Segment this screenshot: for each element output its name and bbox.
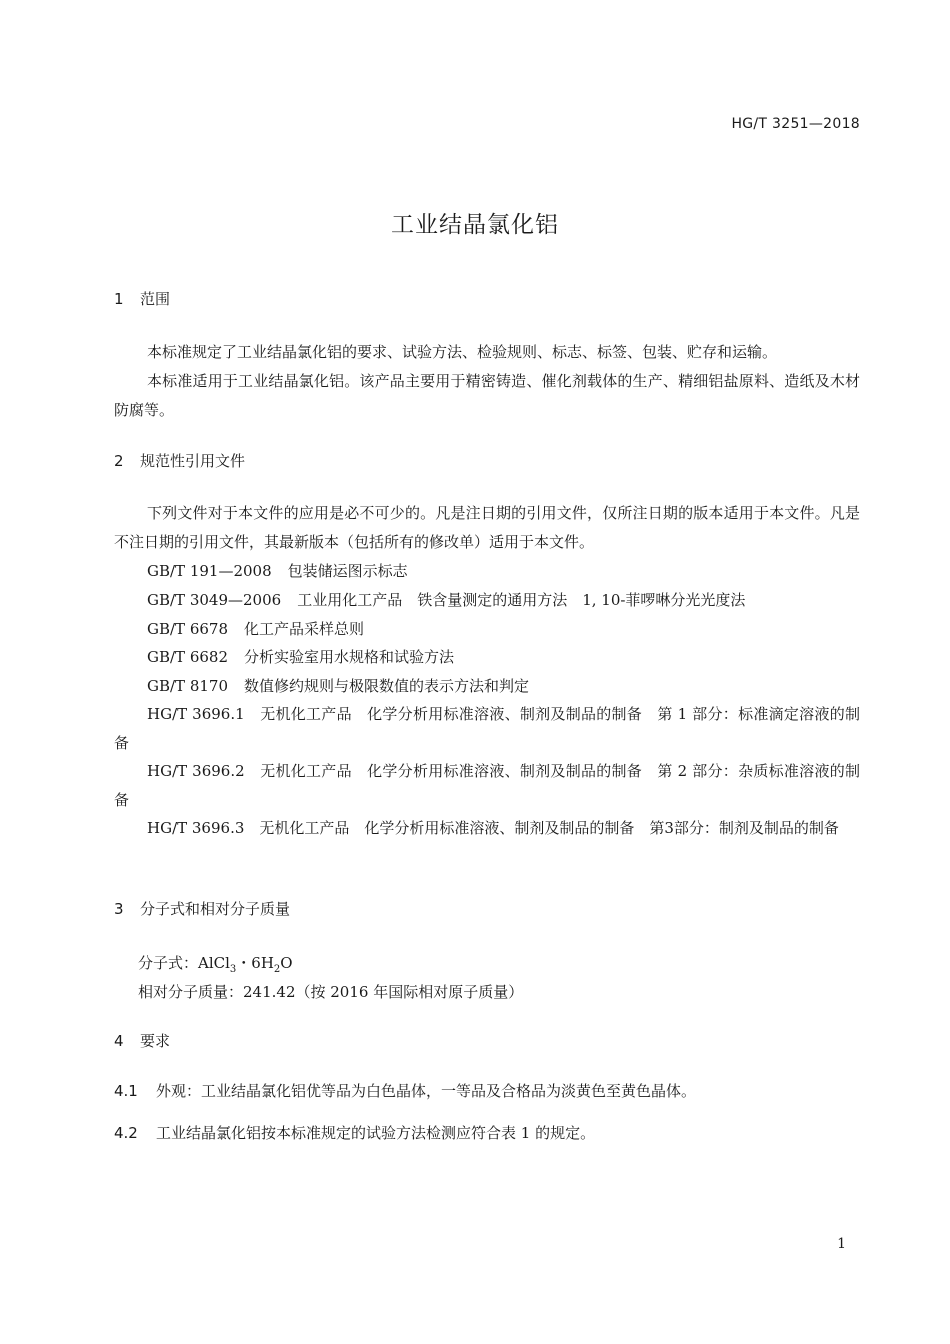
scope-paragraph-1: 本标准规定了工业结晶氯化铝的要求、试验方法、检验规则、标志、标签、包装、贮存和运输。 <box>147 343 778 361</box>
reference-code: GB/T 6682 <box>147 648 229 666</box>
scope-paragraph-2: 本标准适用于工业结晶氯化铝。该产品主要用于精密铸造、催化剂载体的生产、精细铝盐原料、造纸及木材防腐等。 <box>114 372 860 419</box>
reference-item-hg-3696-2: HG/T 3696.2 无机化工产品 化学分析用标准溶液、制剂及制品的制备 第 2 部分：杂质标准溶液的制备 <box>114 762 860 809</box>
reference-item <box>147 618 364 639</box>
section-number: 4 <box>114 1032 124 1050</box>
section-1-heading <box>114 288 170 309</box>
reference-title: 化工产品采样总则 <box>244 620 365 638</box>
reference-item <box>147 589 745 610</box>
document-code: HG/T 3251—2018 <box>731 116 860 132</box>
clause-number: 4.1 <box>114 1082 138 1100</box>
reference-title: 数值修约规则与极限数值的表示方法和判定 <box>244 677 530 695</box>
formula-label: 分子式： <box>138 954 199 972</box>
section-title: 分子式和相对分子质量 <box>140 900 291 918</box>
clause-number: 4.2 <box>114 1124 138 1142</box>
relative-molecular-mass: 相对分子质量：241.42（按 2016 年国际相对原子质量） <box>138 983 524 1001</box>
reference-item-hg-3696-3: HG/T 3696.3 无机化工产品 化学分析用标准溶液、制剂及制品的制备 第3部分：制剂及制品的制备 <box>147 819 839 837</box>
formula-subscript: 3 <box>229 964 237 975</box>
page-number: 1 <box>837 1236 846 1252</box>
reference-title: 工业用化工产品 铁含量测定的通用方法 1, 10-菲啰啉分光光度法 <box>297 591 746 609</box>
formula-part: ・6H <box>236 954 274 972</box>
references-intro: 下列文件对于本文件的应用是必不可少的。凡是注日期的引用文件，仅所注日期的版本适用于本文件。凡是不注日期的引用文件，其最新版本（包括所有的修改单）适用于本文件。 <box>114 504 860 551</box>
document-title: 工业结晶氯化铝 <box>391 212 559 238</box>
clause-text: 工业结晶氯化铝按本标准规定的试验方法检测应符合表 1 的规定。 <box>156 1124 596 1142</box>
reference-item <box>147 675 529 696</box>
formula-subscript: 2 <box>273 964 281 975</box>
section-number: 2 <box>114 452 124 470</box>
section-3-heading <box>114 898 290 919</box>
section-4-heading <box>114 1030 170 1051</box>
formula-part: O <box>280 954 293 972</box>
molecular-formula <box>138 952 293 975</box>
section-number: 1 <box>114 290 124 308</box>
reference-code: GB/T 6678 <box>147 620 229 638</box>
section-title: 范围 <box>140 290 171 308</box>
reference-title: 分析实验室用水规格和试验方法 <box>244 648 455 666</box>
section-2-heading <box>114 450 245 471</box>
reference-item <box>147 560 408 581</box>
reference-title: 包装储运图示标志 <box>287 562 408 580</box>
section-number: 3 <box>114 900 124 918</box>
reference-code: GB/T 3049—2006 <box>147 591 282 609</box>
clause-text: 外观：工业结晶氯化铝优等品为白色晶体，一等品及合格品为淡黄色至黄色晶体。 <box>156 1082 697 1100</box>
reference-item <box>147 646 454 667</box>
section-title: 规范性引用文件 <box>140 452 246 470</box>
reference-code: GB/T 191—2008 <box>147 562 272 580</box>
reference-code: GB/T 8170 <box>147 677 229 695</box>
reference-item-hg-3696-1: HG/T 3696.1 无机化工产品 化学分析用标准溶液、制剂及制品的制备 第 1 部分：标准滴定溶液的制备 <box>114 705 860 752</box>
clause-4-2 <box>114 1122 595 1143</box>
clause-4-1 <box>114 1080 696 1101</box>
section-title: 要求 <box>140 1032 171 1050</box>
formula-part: AlCl <box>198 954 230 972</box>
